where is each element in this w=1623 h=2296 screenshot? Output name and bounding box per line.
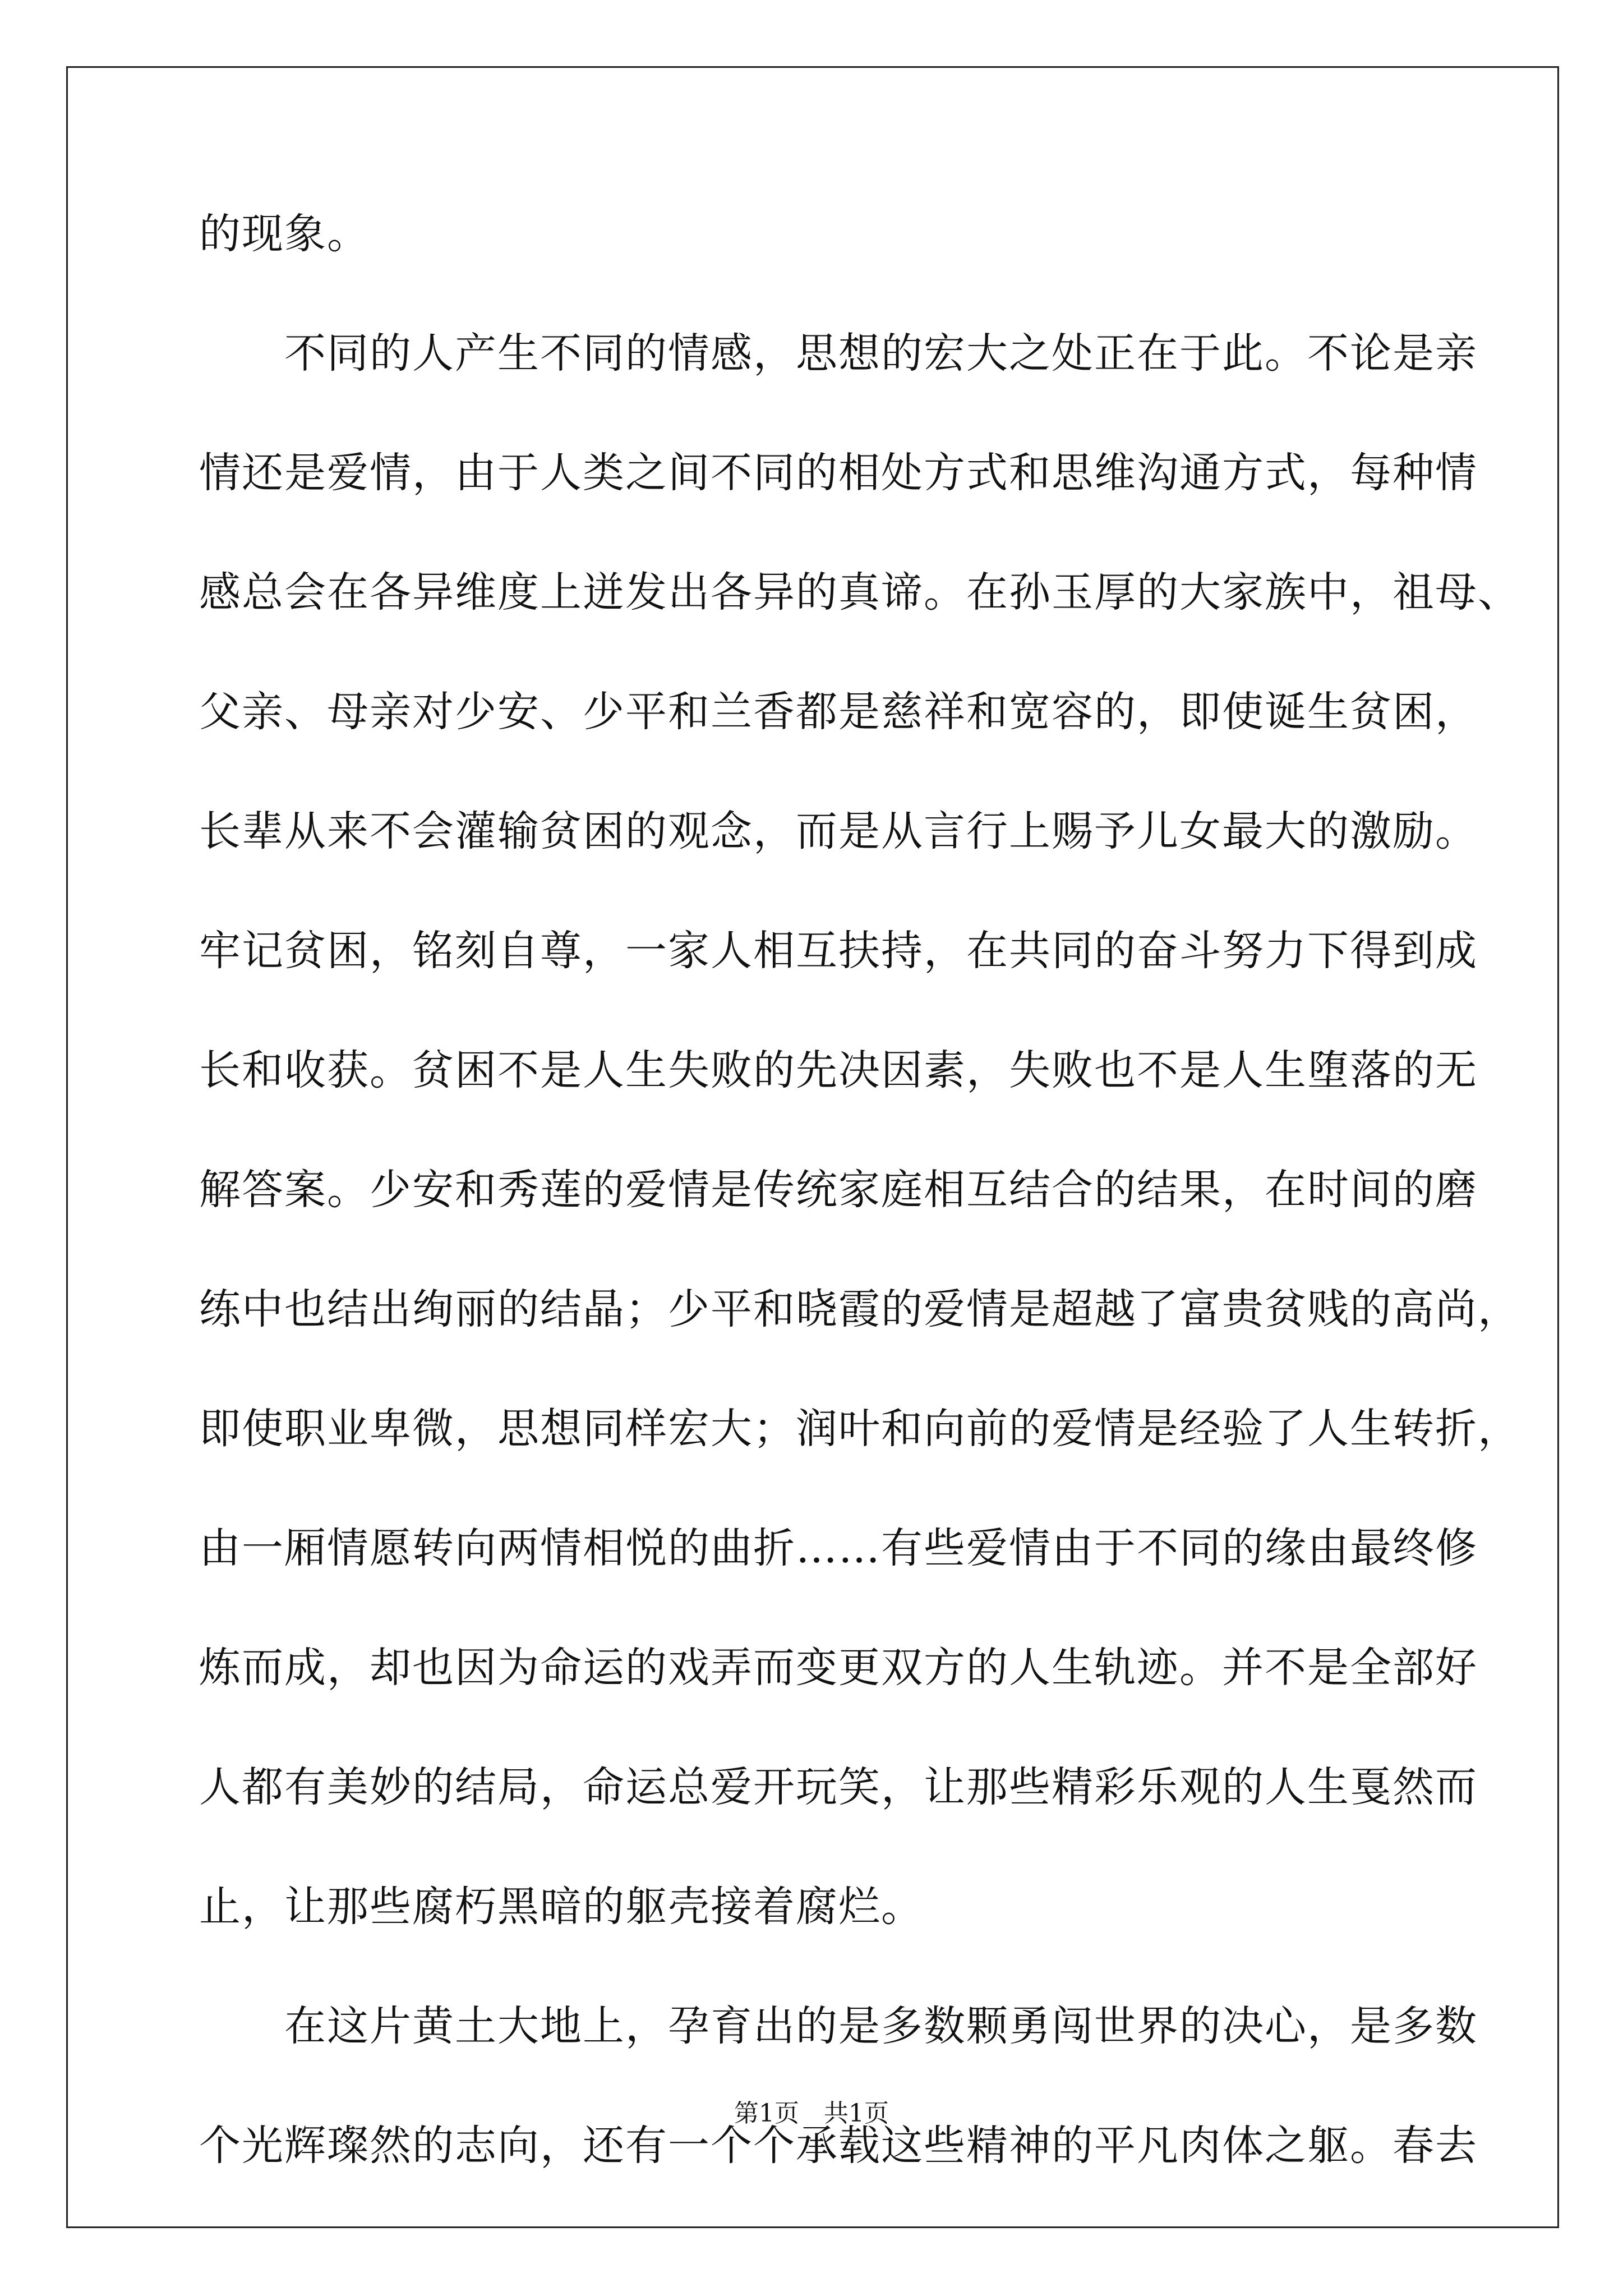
text-line: 个光辉璨然的志向，还有一个个承载这些精神的平凡肉体之躯。春去	[199, 2122, 1478, 2170]
text-line: 即使职业卑微，思想同样宏大；润叶和向前的爱情是经验了人生转折，	[199, 1405, 1520, 1453]
text-line: 由一厢情愿转向两情相悦的曲折……有些爱情由于不同的缘由最终修	[199, 1524, 1478, 1572]
text-line: 在这片黄土大地上，孕育出的是多数颗勇闯世界的决心，是多数	[199, 2002, 1478, 2050]
text-line: 牢记贫困，铭刻自尊，一家人相互扶持，在共同的奋斗努力下得到成	[199, 927, 1478, 975]
text-line: 不同的人产生不同的情感，思想的宏大之处正在于此。不论是亲	[199, 329, 1478, 378]
document-body	[199, 209, 1520, 2240]
text-line: 长和收获。贫困不是人生失败的先决因素，失败也不是人生堕落的无	[199, 1046, 1478, 1094]
text-line: 的现象。	[199, 210, 370, 258]
text-line: 情还是爱情，由于人类之间不同的相处方式和思维沟通方式，每种情	[199, 449, 1478, 497]
page-footer: 第1页 共1页	[734, 2099, 889, 2128]
text-line: 止，让那些腐朽黑暗的躯壳接着腐烂。	[199, 1883, 924, 1931]
text-line: 长辈从来不会灌输贫困的观念，而是从言行上赐予儿女最大的激励。	[199, 807, 1478, 855]
text-line: 解答案。少安和秀莲的爱情是传统家庭相互结合的结果，在时间的磨	[199, 1166, 1478, 1214]
text-line: 父亲、母亲对少安、少平和兰香都是慈祥和宽容的，即使诞生贫困，	[199, 688, 1478, 736]
text-line: 感总会在各异维度上迸发出各异的真谛。在孙玉厚的大家族中，祖母、	[199, 568, 1520, 616]
text-line: 练中也结出绚丽的结晶；少平和晓霞的爱情是超越了富贵贫贱的高尚，	[199, 1285, 1520, 1333]
text-line: 炼而成，却也因为命运的戏弄而变更双方的人生轨迹。并不是全部好	[199, 1644, 1478, 1692]
text-line: 人都有美妙的结局，命运总爱开玩笑，让那些精彩乐观的人生戛然而	[199, 1763, 1478, 1811]
